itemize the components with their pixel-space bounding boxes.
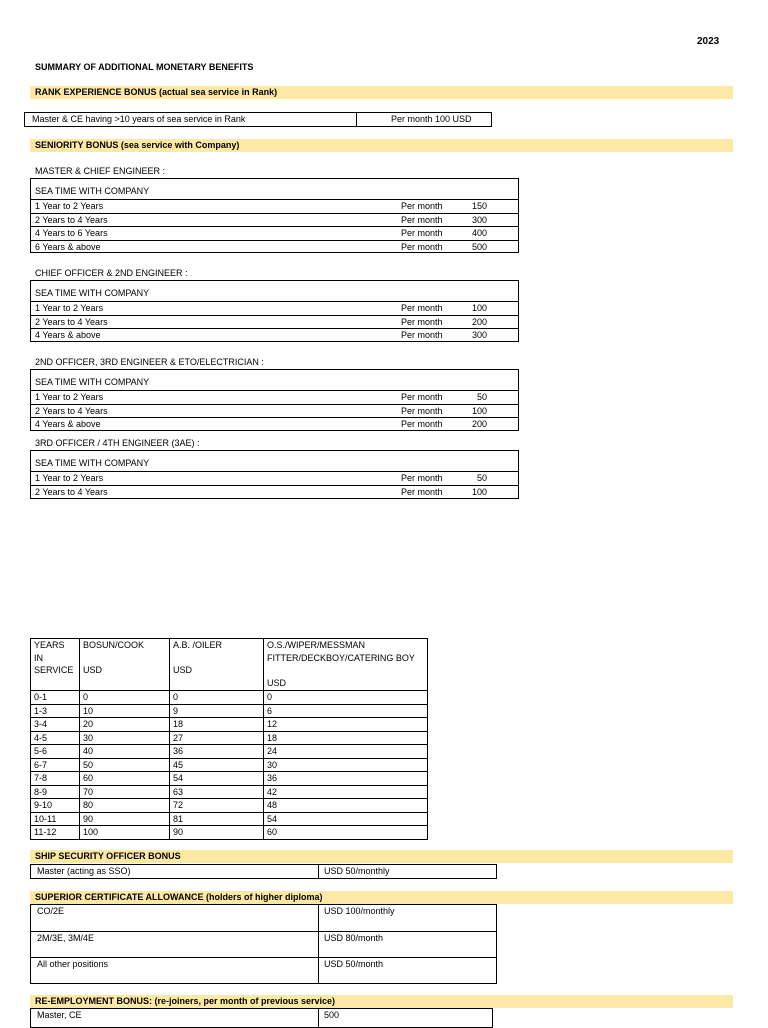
period: 2 Years to 4 Years: [35, 405, 108, 416]
header-line: USD: [267, 677, 287, 688]
sso-heading-band: [30, 850, 733, 863]
sso-box: [30, 864, 497, 879]
table-row: [31, 785, 428, 799]
table-row: [31, 758, 428, 772]
header-line: FITTER/DECKBOY/CATERING BOY: [267, 652, 415, 663]
seniority-row: [31, 390, 518, 404]
unit: Per month: [401, 405, 443, 416]
table-row: [31, 826, 428, 840]
header-years: [31, 639, 80, 691]
unit: Per month: [401, 486, 443, 497]
cell-ab: 36: [170, 745, 264, 759]
cell-bosun: 70: [80, 785, 170, 799]
cell-os: 18: [264, 731, 428, 745]
header-line: YEARS: [34, 640, 65, 650]
seniority-row: [31, 213, 518, 227]
table-row: [31, 745, 428, 759]
header-line: SERVICE: [34, 665, 74, 675]
cell-os: 6: [264, 704, 428, 718]
unit: Per month: [401, 228, 443, 238]
superior-box: [30, 904, 497, 984]
superior-heading-band: [30, 891, 733, 904]
seniority-row: [31, 240, 518, 254]
cell-years: 11-12: [31, 826, 80, 840]
table-row: [31, 731, 428, 745]
cell-bosun: 40: [80, 745, 170, 759]
period: 6 Years & above: [35, 241, 101, 252]
seniority-heading: SENIORITY BONUS (sea service with Company): [35, 140, 240, 150]
superior-value: USD 80/month: [324, 933, 384, 943]
cell-ab: 27: [170, 731, 264, 745]
header-ab-oiler: [170, 639, 264, 691]
cell-ab: 81: [170, 812, 264, 826]
cell-bosun: 100: [80, 826, 170, 840]
seniority-table-header: SEA TIME WITH COMPANY: [35, 288, 150, 298]
amount: 300: [471, 214, 487, 225]
cell-years: 3-4: [31, 718, 80, 732]
amount: 150: [471, 201, 487, 211]
rank-bonus-label: Master & CE having >10 years of sea service in Rank: [32, 114, 246, 124]
unit: Per month: [401, 201, 443, 211]
unit: Per month: [401, 419, 443, 429]
header-line: O.S./WIPER/MESSMAN: [267, 640, 366, 650]
header-os-wiper: [264, 639, 428, 691]
period: 1 Year to 2 Years: [35, 201, 104, 211]
amount: 500: [471, 241, 487, 252]
seniority-table-header: SEA TIME WITH COMPANY: [35, 186, 150, 196]
service-table-header-row: [31, 639, 428, 691]
cell-ab: 72: [170, 799, 264, 813]
seniority-group-title: 2ND OFFICER, 3RD ENGINEER & ETO/ELECTRICIAN :: [35, 357, 264, 367]
amount: 100: [471, 303, 487, 313]
cell-bosun: 20: [80, 718, 170, 732]
cell-os: 54: [264, 812, 428, 826]
seniority-row: [31, 471, 518, 485]
seniority-table-master-ce: [30, 178, 519, 253]
unit: Per month: [401, 241, 443, 252]
sso-value: USD 50/monthly: [324, 866, 390, 876]
cell-ab: 18: [170, 718, 264, 732]
seniority-group-title: 3RD OFFICER / 4TH ENGINEER (3AE) :: [35, 438, 200, 448]
period: 2 Years to 4 Years: [35, 486, 108, 497]
header-bosun-cook: [80, 639, 170, 691]
seniority-group-title: MASTER & CHIEF ENGINEER :: [35, 166, 166, 176]
period: 2 Years to 4 Years: [35, 214, 108, 225]
header-line: USD: [83, 665, 103, 675]
seniority-row: [31, 301, 518, 315]
amount: 50: [476, 473, 487, 483]
header-line: [173, 652, 260, 665]
cell-os: 30: [264, 758, 428, 772]
seniority-table-2o-3e-eto: [30, 369, 519, 431]
cell-bosun: 0: [80, 691, 170, 705]
cell-years: 10-11: [31, 812, 80, 826]
cell-bosun: 60: [80, 772, 170, 786]
cell-os: 36: [264, 772, 428, 786]
document-title: SUMMARY OF ADDITIONAL MONETARY BENEFITS: [35, 62, 254, 72]
seniority-row: [31, 417, 518, 431]
table-row: [31, 772, 428, 786]
reemployment-heading: RE-EMPLOYMENT BONUS: (re-joiners, per month of previous service): [35, 996, 336, 1006]
amount: 200: [471, 316, 487, 327]
cell-years: 7-8: [31, 772, 80, 786]
cell-ab: 9: [170, 704, 264, 718]
amount: 100: [471, 486, 487, 497]
sso-label: Master (acting as SSO): [37, 866, 131, 876]
unit: Per month: [401, 473, 443, 483]
seniority-row: [31, 199, 518, 213]
seniority-table-header: SEA TIME WITH COMPANY: [35, 458, 150, 468]
header-line: BOSUN/COOK: [83, 640, 145, 650]
period: 1 Year to 2 Years: [35, 303, 104, 313]
seniority-table-3o-4e: [30, 450, 519, 499]
seniority-row: [31, 485, 518, 499]
document-year: 2023: [697, 36, 720, 47]
header-line: USD: [173, 665, 193, 675]
rank-bonus-heading: RANK EXPERIENCE BONUS (actual sea service in Rank): [35, 87, 278, 97]
period: 1 Year to 2 Years: [35, 392, 104, 402]
unit: Per month: [401, 303, 443, 313]
header-line: [83, 652, 166, 665]
table-row: [31, 691, 428, 705]
cell-ab: 54: [170, 772, 264, 786]
cell-years: 6-7: [31, 758, 80, 772]
superior-label: All other positions: [37, 959, 109, 969]
cell-bosun: 90: [80, 812, 170, 826]
unit: Per month: [401, 330, 443, 340]
seniority-group-title: CHIEF OFFICER & 2ND ENGINEER :: [35, 268, 188, 278]
cell-os: 12: [264, 718, 428, 732]
period: 4 Years & above: [35, 419, 101, 429]
amount: 400: [471, 228, 487, 238]
cell-years: 0-1: [31, 691, 80, 705]
cell-bosun: 30: [80, 731, 170, 745]
seniority-row: [31, 328, 518, 342]
seniority-row: [31, 226, 518, 240]
unit: Per month: [401, 214, 443, 225]
superior-label: CO/2E: [37, 906, 65, 916]
service-bonus-table: [30, 638, 428, 840]
period: 4 Years to 6 Years: [35, 228, 108, 238]
period: 1 Year to 2 Years: [35, 473, 104, 483]
cell-os: 42: [264, 785, 428, 799]
reemployment-box: [30, 1008, 493, 1028]
table-row: [31, 812, 428, 826]
period: 4 Years & above: [35, 330, 101, 340]
header-line: A.B. /OILER: [173, 640, 223, 650]
reemployment-value: 500: [324, 1010, 340, 1020]
rank-bonus-box: [24, 112, 492, 127]
cell-bosun: 10: [80, 704, 170, 718]
cell-years: 4-5: [31, 731, 80, 745]
seniority-heading-band: [30, 139, 733, 152]
unit: Per month: [401, 392, 443, 402]
amount: 200: [471, 419, 487, 429]
cell-os: 24: [264, 745, 428, 759]
seniority-table-co-2e: [30, 280, 519, 342]
sso-heading: SHIP SECURITY OFFICER BONUS: [35, 851, 181, 861]
cell-os: 0: [264, 691, 428, 705]
superior-value: USD 100/monthly: [324, 906, 395, 916]
amount: 300: [471, 330, 487, 340]
cell-years: 8-9: [31, 785, 80, 799]
superior-label: 2M/3E, 3M/4E: [37, 933, 95, 943]
cell-os: 48: [264, 799, 428, 813]
cell-ab: 63: [170, 785, 264, 799]
cell-bosun: 50: [80, 758, 170, 772]
reemployment-heading-band: [30, 995, 733, 1008]
cell-ab: 45: [170, 758, 264, 772]
table-row: [31, 718, 428, 732]
cell-bosun: 80: [80, 799, 170, 813]
unit: Per month: [401, 316, 443, 327]
period: 2 Years to 4 Years: [35, 316, 108, 327]
header-line: IN: [34, 652, 43, 663]
reemployment-label: Master, CE: [37, 1010, 82, 1020]
table-row: [31, 704, 428, 718]
table-row: [31, 799, 428, 813]
cell-years: 5-6: [31, 745, 80, 759]
rank-bonus-heading-band: [30, 86, 733, 99]
rank-bonus-value: Per month 100 USD: [391, 114, 472, 124]
header-line: [267, 664, 424, 677]
superior-value: USD 50/month: [324, 959, 384, 969]
cell-os: 60: [264, 826, 428, 840]
seniority-row: [31, 404, 518, 418]
cell-years: 9-10: [31, 799, 80, 813]
seniority-row: [31, 315, 518, 329]
amount: 50: [476, 392, 487, 402]
cell-ab: 90: [170, 826, 264, 840]
cell-years: 1-3: [31, 704, 80, 718]
seniority-table-header: SEA TIME WITH COMPANY: [35, 377, 150, 387]
cell-ab: 0: [170, 691, 264, 705]
superior-heading: SUPERIOR CERTIFICATE ALLOWANCE (holders of higher diploma): [35, 892, 323, 902]
amount: 100: [471, 405, 487, 416]
